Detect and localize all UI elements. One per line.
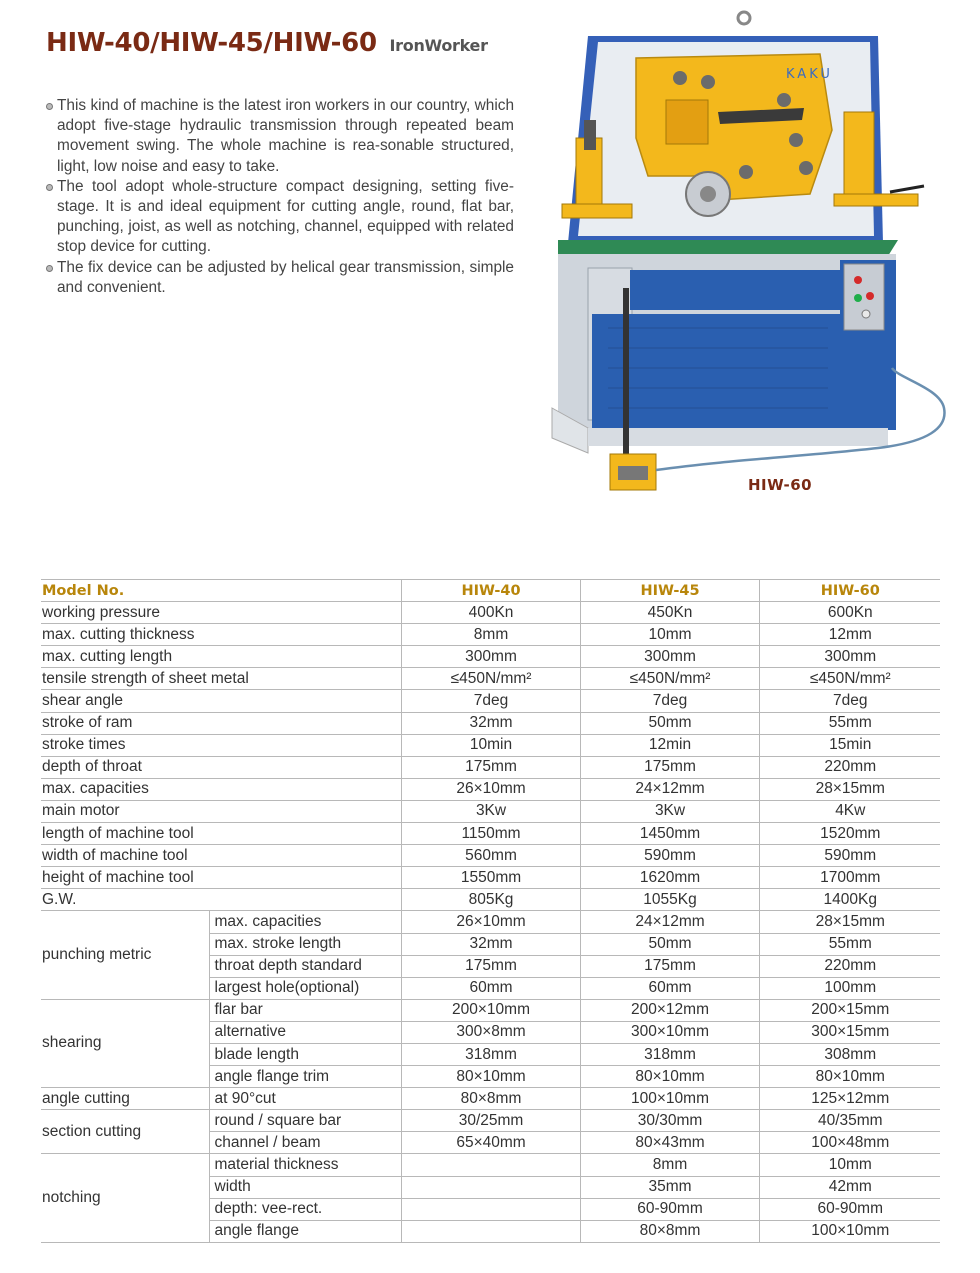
spec-value: 24×12mm [580,911,759,933]
spec-label: max. cutting length [41,646,401,668]
table-row [41,999,940,1021]
spec-value: 4Kw [759,800,940,822]
feature-item: The fix device can be adjusted by helical gear transmission, simple and convenient. [46,258,514,298]
spec-value: ≤450N/mm² [759,668,940,690]
feature-item: The tool adopt whole-structure compact designing, setting five-stage. It is and ideal equipment for cutting angle, round, flat bar, punching, joist, as well as notching, channel, equipped with related stop device for cutting. [46,177,514,258]
spec-value: 80×10mm [580,1066,759,1088]
spec-value: 100×10mm [580,1088,759,1110]
table-row [41,1088,940,1110]
sub-label: throat depth standard [209,955,401,977]
spec-value: 308mm [759,1043,940,1065]
spec-value: 24×12mm [580,778,759,800]
indicator-light [866,292,874,300]
spec-value: 80×10mm [401,1066,580,1088]
cabinet-panel-blue [592,314,840,434]
indicator-light [854,294,862,302]
group-label: angle cutting [41,1088,209,1110]
spec-value [401,1220,580,1242]
group-label: section cutting [41,1110,209,1154]
spec-value [401,1154,580,1176]
spec-value: ≤450N/mm² [580,668,759,690]
spec-value: 8mm [580,1154,759,1176]
tool-plate-panel [666,100,708,144]
spec-value: 26×10mm [401,778,580,800]
table-row [41,734,940,756]
spec-value: 60-90mm [580,1198,759,1220]
spec-value: 590mm [580,845,759,867]
spec-value: 12min [580,734,759,756]
sub-label: round / square bar [209,1110,401,1132]
spec-value: 1550mm [401,867,580,889]
group-label: shearing [41,999,209,1087]
spec-value: 300mm [759,646,940,668]
spec-value: 10mm [759,1154,940,1176]
feature-list [46,96,514,298]
cabinet-panel-blue-top [630,270,840,310]
spec-value: 125×12mm [759,1088,940,1110]
table-row [41,911,940,933]
sub-label: width [209,1176,401,1198]
sub-label: angle flange trim [209,1066,401,1088]
spec-value: 32mm [401,933,580,955]
spec-value: 100×10mm [759,1220,940,1242]
spec-value: 318mm [580,1043,759,1065]
spec-value: 318mm [401,1043,580,1065]
spec-label: width of machine tool [41,845,401,867]
spec-value: 42mm [759,1176,940,1198]
machine-photo [548,8,948,498]
spec-value [401,1198,580,1220]
sub-label: depth: vee-rect. [209,1198,401,1220]
spec-label: depth of throat [41,756,401,778]
spec-value: 35mm [580,1176,759,1198]
spec-value: 590mm [759,845,940,867]
spec-value: 175mm [401,955,580,977]
lifting-ring [738,12,750,24]
spec-value: 1450mm [580,823,759,845]
punch-ram [584,120,596,150]
spec-value: 300×15mm [759,1021,940,1043]
table-row [41,690,940,712]
sub-label: flar bar [209,999,401,1021]
spec-value: 560mm [401,845,580,867]
spec-value: 200×15mm [759,999,940,1021]
spec-value: 200×12mm [580,999,759,1021]
spec-value: 50mm [580,712,759,734]
spec-value: 100mm [759,977,940,999]
spec-value: 55mm [759,712,940,734]
table-row [41,778,940,800]
table-row [41,602,940,624]
table-row [41,646,940,668]
spec-value: 60mm [401,977,580,999]
spec-value: 1520mm [759,823,940,845]
bolt [777,93,791,107]
spec-value: 7deg [580,690,759,712]
spec-value: 100×48mm [759,1132,940,1154]
model-header: HIW-45 [580,580,759,602]
table-row [41,1154,940,1176]
sub-label: channel / beam [209,1132,401,1154]
spec-value: 60-90mm [759,1198,940,1220]
spec-label: shear angle [41,690,401,712]
table-row [41,624,940,646]
punch-table [562,204,632,218]
sub-label: max. stroke length [209,933,401,955]
spec-value: 300×10mm [580,1021,759,1043]
group-label: notching [41,1154,209,1242]
spec-value: 220mm [759,955,940,977]
spec-value: ≤450N/mm² [401,668,580,690]
table-row [41,712,940,734]
sub-label: max. capacities [209,911,401,933]
spec-label: length of machine tool [41,823,401,845]
spec-value: 175mm [401,756,580,778]
spec-value: 55mm [759,933,940,955]
spec-value: 3Kw [401,800,580,822]
spec-value: 15min [759,734,940,756]
spec-label: height of machine tool [41,867,401,889]
spec-label: tensile strength of sheet metal [41,668,401,690]
spec-value: 32mm [401,712,580,734]
spec-value: 60mm [580,977,759,999]
spec-value: 10mm [580,624,759,646]
bolt [701,75,715,89]
spec-value: 28×15mm [759,911,940,933]
spec-value: 30/25mm [401,1110,580,1132]
spec-value: 450Kn [580,602,759,624]
spec-value: 80×10mm [759,1066,940,1088]
feature-item: This kind of machine is the latest iron workers in our country, which adopt five-stage hydraulic transmission through repeated beam movement swing. The whole machine is rea-sonable structured, light, low noise and easy to take. [46,96,514,177]
table-row [41,889,940,911]
spec-label: G.W. [41,889,401,911]
spec-value: 80×43mm [580,1132,759,1154]
spec-value: 175mm [580,955,759,977]
table-row [41,756,940,778]
spec-value: 1055Kg [580,889,759,911]
spec-value: 28×15mm [759,778,940,800]
spec-value: 220mm [759,756,940,778]
spec-label: max. capacities [41,778,401,800]
spec-value: 1150mm [401,823,580,845]
table-row [41,845,940,867]
spec-label: max. cutting thickness [41,624,401,646]
brand-label: KAKU [786,67,833,82]
spec-value: 8mm [401,624,580,646]
sub-label: alternative [209,1021,401,1043]
spec-value: 1400Kg [759,889,940,911]
spec-value: 400Kn [401,602,580,624]
header-label: Model No. [41,580,401,602]
title-subtitle: IronWorker [389,36,488,55]
table-row [41,800,940,822]
sub-label: at 90°cut [209,1088,401,1110]
spec-value: 200×10mm [401,999,580,1021]
spec-label: stroke times [41,734,401,756]
spec-label: stroke of ram [41,712,401,734]
spec-value: 7deg [759,690,940,712]
model-header: HIW-40 [401,580,580,602]
image-caption: HIW-60 [748,476,813,494]
spec-value: 7deg [401,690,580,712]
spec-value: 80×8mm [401,1088,580,1110]
table-row [41,1110,940,1132]
spec-value: 300mm [401,646,580,668]
bench-top [558,240,898,256]
spec-value: 10min [401,734,580,756]
notch-table [834,194,918,206]
spec-label: working pressure [41,602,401,624]
spec-value: 300mm [580,646,759,668]
model-header: HIW-60 [759,580,940,602]
table-row [41,668,940,690]
spec-value: 40/35mm [759,1110,940,1132]
control-panel [844,264,884,330]
sub-label: angle flange [209,1220,401,1242]
spec-value: 65×40mm [401,1132,580,1154]
spec-value: 50mm [580,933,759,955]
spec-value: 600Kn [759,602,940,624]
indicator-light [854,276,862,284]
spec-label: main motor [41,800,401,822]
bolt [739,165,753,179]
page-title [46,28,488,58]
spec-value: 1700mm [759,867,940,889]
bolt [673,71,687,85]
bolt [799,161,813,175]
table-row [41,867,940,889]
spec-value: 1620mm [580,867,759,889]
sub-label: material thickness [209,1154,401,1176]
bolt [789,133,803,147]
indicator-light [862,310,870,318]
title-text: HIW-40/HIW-45/HIW-60 [46,28,377,58]
spec-value: 175mm [580,756,759,778]
spec-table [41,579,940,1243]
spec-value: 30/30mm [580,1110,759,1132]
spec-value [401,1176,580,1198]
spec-value: 12mm [759,624,940,646]
table-row [41,823,940,845]
spec-value: 805Kg [401,889,580,911]
spec-value: 300×8mm [401,1021,580,1043]
spec-value: 26×10mm [401,911,580,933]
group-label: punching metric [41,911,209,999]
spec-value: 80×8mm [580,1220,759,1242]
spec-value: 3Kw [580,800,759,822]
sub-label: largest hole(optional) [209,977,401,999]
sub-label: blade length [209,1043,401,1065]
notch-column [844,112,874,198]
table-header-row [41,580,940,602]
